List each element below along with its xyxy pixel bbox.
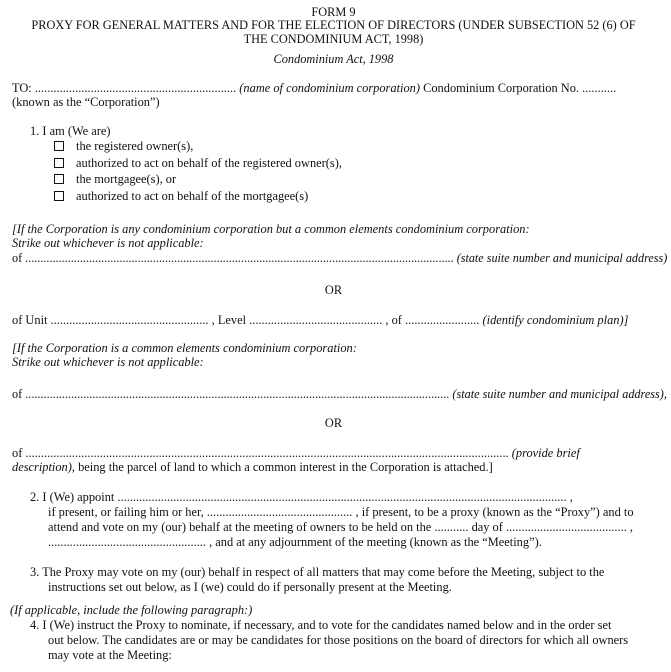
section-3-line-1: 3. The Proxy may vote on my (our) behalf in respect of all matters that may come before the Meeting, subject to the bbox=[30, 565, 605, 579]
option-label: authorized to act on behalf of the mortgagee(s) bbox=[76, 189, 309, 203]
or-divider-2: OR bbox=[324, 416, 343, 430]
section-4-note: (If applicable, include the following paragraph:) bbox=[10, 603, 253, 617]
unit-level-line[interactable] bbox=[12, 313, 628, 328]
common-suite-address-field[interactable]: of ........................................................................................................................................... bbox=[12, 387, 450, 401]
description-hint-cont: description), bbox=[12, 460, 75, 474]
description-field[interactable]: of ............................................................................................................................................................ bbox=[12, 446, 509, 460]
act-name: Condominium Act, 1998 bbox=[273, 52, 394, 66]
to-line-start: TO: ................................................................. bbox=[12, 81, 237, 95]
condo-plan-hint: (identify condominium plan)] bbox=[482, 313, 629, 327]
checkbox-registered-owner[interactable] bbox=[54, 141, 64, 151]
corp-number: Condominium Corporation No. ........... bbox=[423, 81, 617, 95]
option-label: authorized to act on behalf of the registered owner(s), bbox=[76, 156, 342, 170]
non-common-of-line[interactable] bbox=[12, 251, 667, 266]
common-of-line[interactable] bbox=[12, 387, 667, 402]
form-title-line-2: THE CONDOMINIUM ACT, 1998) bbox=[243, 32, 424, 46]
checkbox-authorized-owner[interactable] bbox=[54, 158, 64, 168]
suite-address-hint: (state suite number and municipal address) bbox=[456, 251, 668, 265]
common-note: [If the Corporation is a common elements condominium corporation: bbox=[12, 341, 357, 355]
non-common-note: [If the Corporation is any condominium corporation but a common elements condominium corporation: bbox=[12, 222, 530, 236]
known-as: (known as the “Corporation”) bbox=[12, 95, 160, 109]
corp-name-hint: (name of condominium corporation) bbox=[239, 81, 420, 95]
to-line bbox=[12, 81, 616, 96]
section-2-line-4[interactable]: ................................................... , and at any adjournment of the meeting (known as the “Meeting”). bbox=[48, 535, 542, 549]
option-label: the mortgagee(s), or bbox=[76, 172, 177, 186]
checkbox-authorized-mortgagee[interactable] bbox=[54, 191, 64, 201]
section-4-line-2: out below. The candidates are or may be candidates for those positions on the board of directors for which all owners bbox=[48, 633, 629, 647]
description-rest: being the parcel of land to which a common interest in the Corporation is attached.] bbox=[78, 460, 493, 474]
description-line[interactable] bbox=[12, 446, 580, 461]
section-2-line-2[interactable]: if present, or failing him or her, ............................................... , if present, to be a proxy (known as the “Proxy”) and to bbox=[48, 505, 634, 519]
checkbox-mortgagee[interactable] bbox=[54, 174, 64, 184]
section-1-heading: 1. I am (We are) bbox=[30, 124, 111, 138]
section-4-line-3: may vote at the Meeting: bbox=[48, 648, 172, 662]
section-2-line-3[interactable]: attend and vote on my (our) behalf at the meeting of owners to be held on the ........... day of ....................................... , bbox=[48, 520, 633, 534]
non-common-strike-note: Strike out whichever is not applicable: bbox=[12, 236, 204, 250]
section-4-line-1: 4. I (We) instruct the Proxy to nominate, if necessary, and to vote for the candidates named below and in the order set bbox=[30, 618, 612, 632]
or-divider-1: OR bbox=[324, 283, 343, 297]
unit-level-field[interactable]: of Unit ................................................... , Level ........................................... , of ........................ bbox=[12, 313, 480, 327]
option-label: the registered owner(s), bbox=[76, 139, 194, 153]
description-line-2 bbox=[12, 460, 493, 475]
form-title-line-1: PROXY FOR GENERAL MATTERS AND FOR THE ELECTION OF DIRECTORS (UNDER SUBSECTION 52 (6) OF bbox=[31, 18, 636, 32]
common-strike-note: Strike out whichever is not applicable: bbox=[12, 355, 204, 369]
section-3-line-2: instructions set out below, as I (we) could do if personally present at the Meeting. bbox=[48, 580, 452, 594]
suite-address-field[interactable]: of ............................................................................................................................................. bbox=[12, 251, 454, 265]
common-suite-address-hint: (state suite number and municipal address), bbox=[452, 387, 667, 401]
section-2-line-1[interactable]: 2. I (We) appoint ................................................................................................................................................. , bbox=[30, 490, 573, 504]
form-number: FORM 9 bbox=[311, 5, 356, 19]
description-hint: (provide brief bbox=[511, 446, 580, 460]
